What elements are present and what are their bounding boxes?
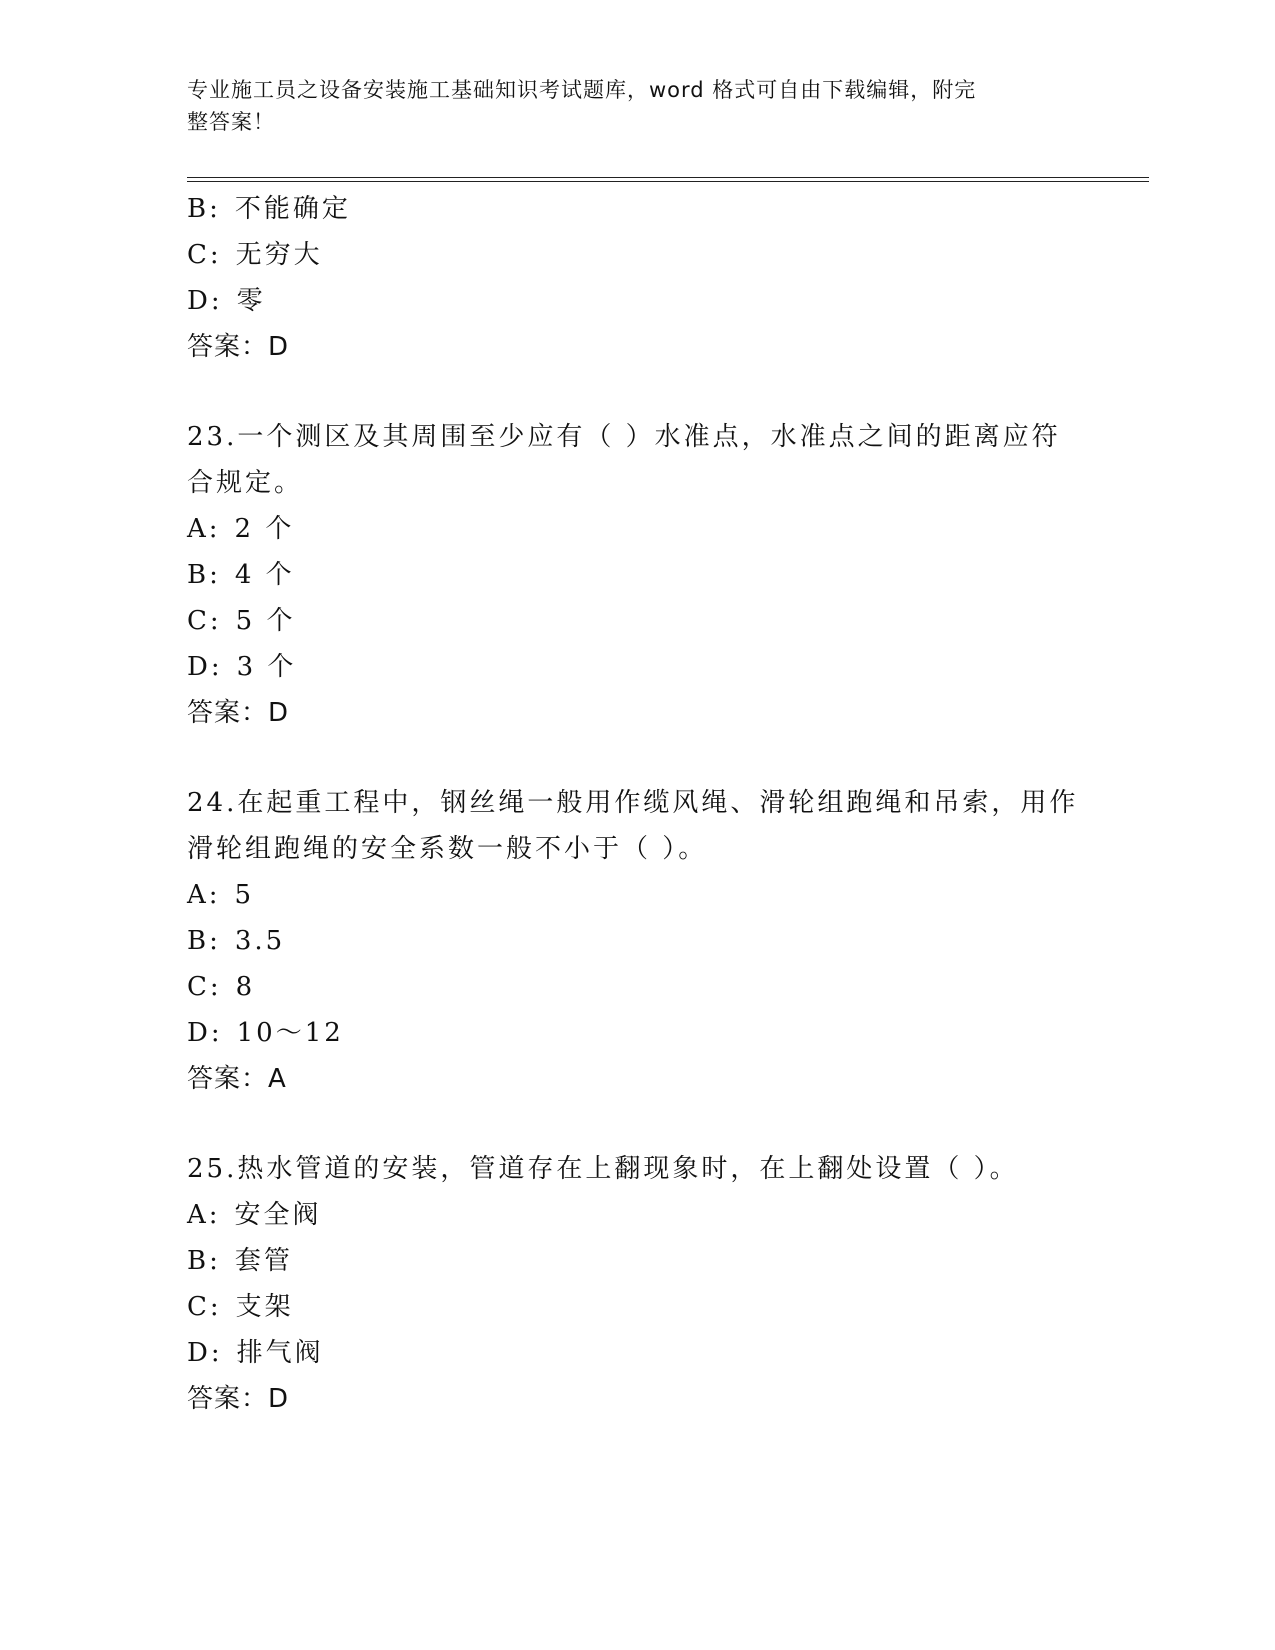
option-c <box>187 1284 1087 1330</box>
option-text: 无穷大 <box>235 240 323 270</box>
option-text: 不能确定 <box>234 194 351 224</box>
option-text: 零 <box>236 286 266 316</box>
option-letter: B: <box>187 1246 221 1276</box>
option-d <box>187 1010 1087 1056</box>
option-letter: A: <box>187 880 221 910</box>
header-divider-top <box>187 177 1149 178</box>
option-letter: B: <box>187 560 221 590</box>
option-c <box>187 232 1087 278</box>
answer-line: 答案：D <box>187 332 290 362</box>
option-d <box>187 278 1087 324</box>
question-stem-line: 滑轮组跑绳的安全系数一般不小于（ ）。 <box>187 834 708 864</box>
option-text: 3.5 <box>234 926 286 956</box>
option-text: 安全阀 <box>234 1200 322 1230</box>
option-letter: C: <box>187 240 222 270</box>
option-text: 支架 <box>235 1292 294 1322</box>
option-letter: D: <box>187 652 223 682</box>
option-letter: C: <box>187 606 222 636</box>
question-block-25 <box>187 1146 1087 1422</box>
option-text: 5 个 <box>235 606 296 636</box>
header-line-2: 整答案！ <box>187 110 275 134</box>
option-letter: D: <box>187 286 223 316</box>
option-letter: A: <box>187 514 221 544</box>
option-letter: A: <box>187 1200 221 1230</box>
answer-line: 答案：D <box>187 1384 290 1414</box>
header-divider-bottom <box>187 181 1149 182</box>
option-text: 套管 <box>234 1246 293 1276</box>
option-letter: B: <box>187 194 221 224</box>
option-letter: C: <box>187 1292 222 1322</box>
option-c <box>187 598 1087 644</box>
document-header <box>187 74 1067 138</box>
answer-line: 答案：D <box>187 698 290 728</box>
option-b <box>187 186 1087 232</box>
option-a <box>187 1192 1087 1238</box>
option-letter: C: <box>187 972 222 1002</box>
question-stem-line: 合规定。 <box>187 468 304 498</box>
question-block-continued <box>187 186 1087 370</box>
option-b <box>187 1238 1087 1284</box>
header-line-1: 专业施工员之设备安装施工基础知识考试题库，word 格式可自由下载编辑，附完 <box>187 78 977 102</box>
option-text: 4 个 <box>234 560 295 590</box>
option-b <box>187 918 1087 964</box>
question-stem-line: 25.热水管道的安装，管道存在上翻现象时，在上翻处设置（ ）。 <box>187 1154 1019 1184</box>
option-text: 8 <box>235 972 256 1002</box>
question-stem-line: 24.在起重工程中，钢丝绳一般用作缆风绳、滑轮组跑绳和吊索，用作 <box>187 788 1079 818</box>
option-text: 排气阀 <box>236 1338 324 1368</box>
option-d <box>187 644 1087 690</box>
option-c <box>187 964 1087 1010</box>
option-b <box>187 552 1087 598</box>
option-a <box>187 506 1087 552</box>
option-letter: D: <box>187 1338 223 1368</box>
question-block-24 <box>187 780 1087 1102</box>
option-a <box>187 872 1087 918</box>
option-text: 2 个 <box>234 514 295 544</box>
question-block-23 <box>187 414 1087 736</box>
answer-line: 答案：A <box>187 1064 287 1094</box>
option-text: 5 <box>234 880 255 910</box>
option-d <box>187 1330 1087 1376</box>
question-stem-line: 23.一个测区及其周围至少应有（ ）水准点，水准点之间的距离应符 <box>187 422 1061 452</box>
option-letter: D: <box>187 1018 223 1048</box>
option-letter: B: <box>187 926 221 956</box>
option-text: 3 个 <box>236 652 297 682</box>
option-text: 10～12 <box>236 1018 344 1048</box>
question-list <box>187 186 1087 1422</box>
